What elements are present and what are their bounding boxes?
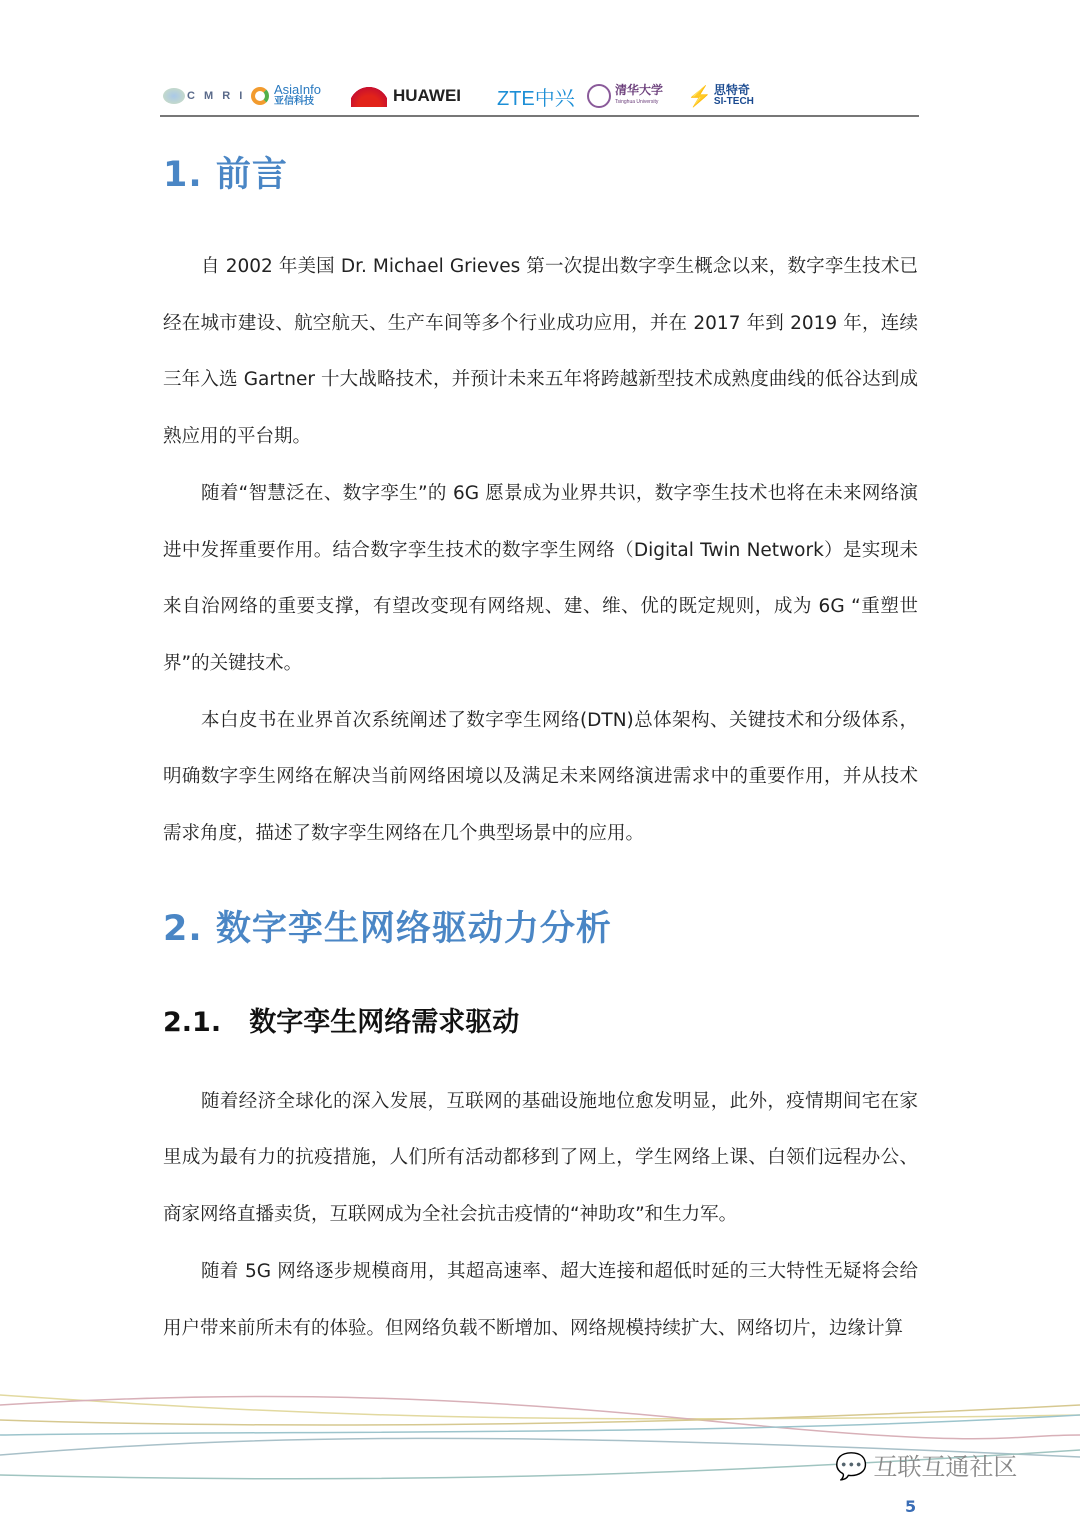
page-number: 5 xyxy=(905,1497,917,1516)
watermark: 💬 互联互通社区 xyxy=(835,1452,1018,1482)
paragraph: 自 2002 年美国 Dr. Michael Grieves 第一次提出数字孪生概念以来，数字孪生技术已经在城市建设、航空航天、生产车间等多个行业成功应用，并在 2017 年到 2019 年，连续三年入选 Gartner 十大战略技术，并预计未来五年将跨越新型技术成熟度曲线的低谷达到成熟应用的平台期。 xyxy=(163,256,918,448)
sitech-logo: ⚡ 思特奇 SI-TECH xyxy=(687,83,754,108)
paragraph: 本白皮书在业界首次系统阐述了数字孪生网络(DTN)总体架构、关键技术和分级体系，明确数字孪生网络在解决当前网络困境以及满足未来网络演进需求中的重要作用，并从技术需求角度，描述了数字孪生网络在几个典型场景中的应用。 xyxy=(163,709,918,845)
cmri-logo: C M R I xyxy=(163,88,251,104)
tsinghua-logo: 清华大学 Tsinghua University xyxy=(587,84,687,108)
section-1-heading: 1. 前言 xyxy=(163,155,288,195)
paragraph: 随着“智慧泛在、数字孪生”的 6G 愿景成为业界共识，数字孪生技术也将在未来网络演进中发挥重要作用。结合数字孪生技术的数字孪生网络（Digital Twin Network）是实现未来自治网络的重要支撑，有望改变现有网络规、建、维、优的既定规则，成为 6G “重塑世界”的关键技术。 xyxy=(163,482,918,674)
zte-logo: ZTE中兴 xyxy=(497,87,575,110)
section-2-heading: 2. 数字孪生网络驱动力分析 xyxy=(163,908,612,949)
header-divider xyxy=(160,115,919,117)
asiainfo-logo: AsiaInfo 亚信科技 xyxy=(251,84,351,108)
wechat-icon: 💬 xyxy=(835,1452,868,1482)
partner-logos xyxy=(163,78,918,114)
huawei-logo: HUAWEI xyxy=(351,85,497,107)
paragraph: 随着 5G 网络逐步规模商用，其超高速率、超大连接和超低时延的三大特性无疑将会给用户带来前所未有的体验。但网络负载不断增加、网络规模持续扩大、网络切片，边缘计算 xyxy=(163,1260,918,1339)
section-2-1-heading: 2.1. 数字孪生网络需求驱动 xyxy=(163,1006,520,1038)
paragraph: 随着经济全球化的深入发展，互联网的基础设施地位愈发明显，此外，疫情期间宅在家里成为最有力的抗疫措施，人们所有活动都移到了网上，学生网络上课、白领们远程办公、商家网络直播卖货，互联网成为全社会抗击疫情的“神助攻”和生力军。 xyxy=(163,1090,918,1226)
document-body xyxy=(163,152,918,1357)
